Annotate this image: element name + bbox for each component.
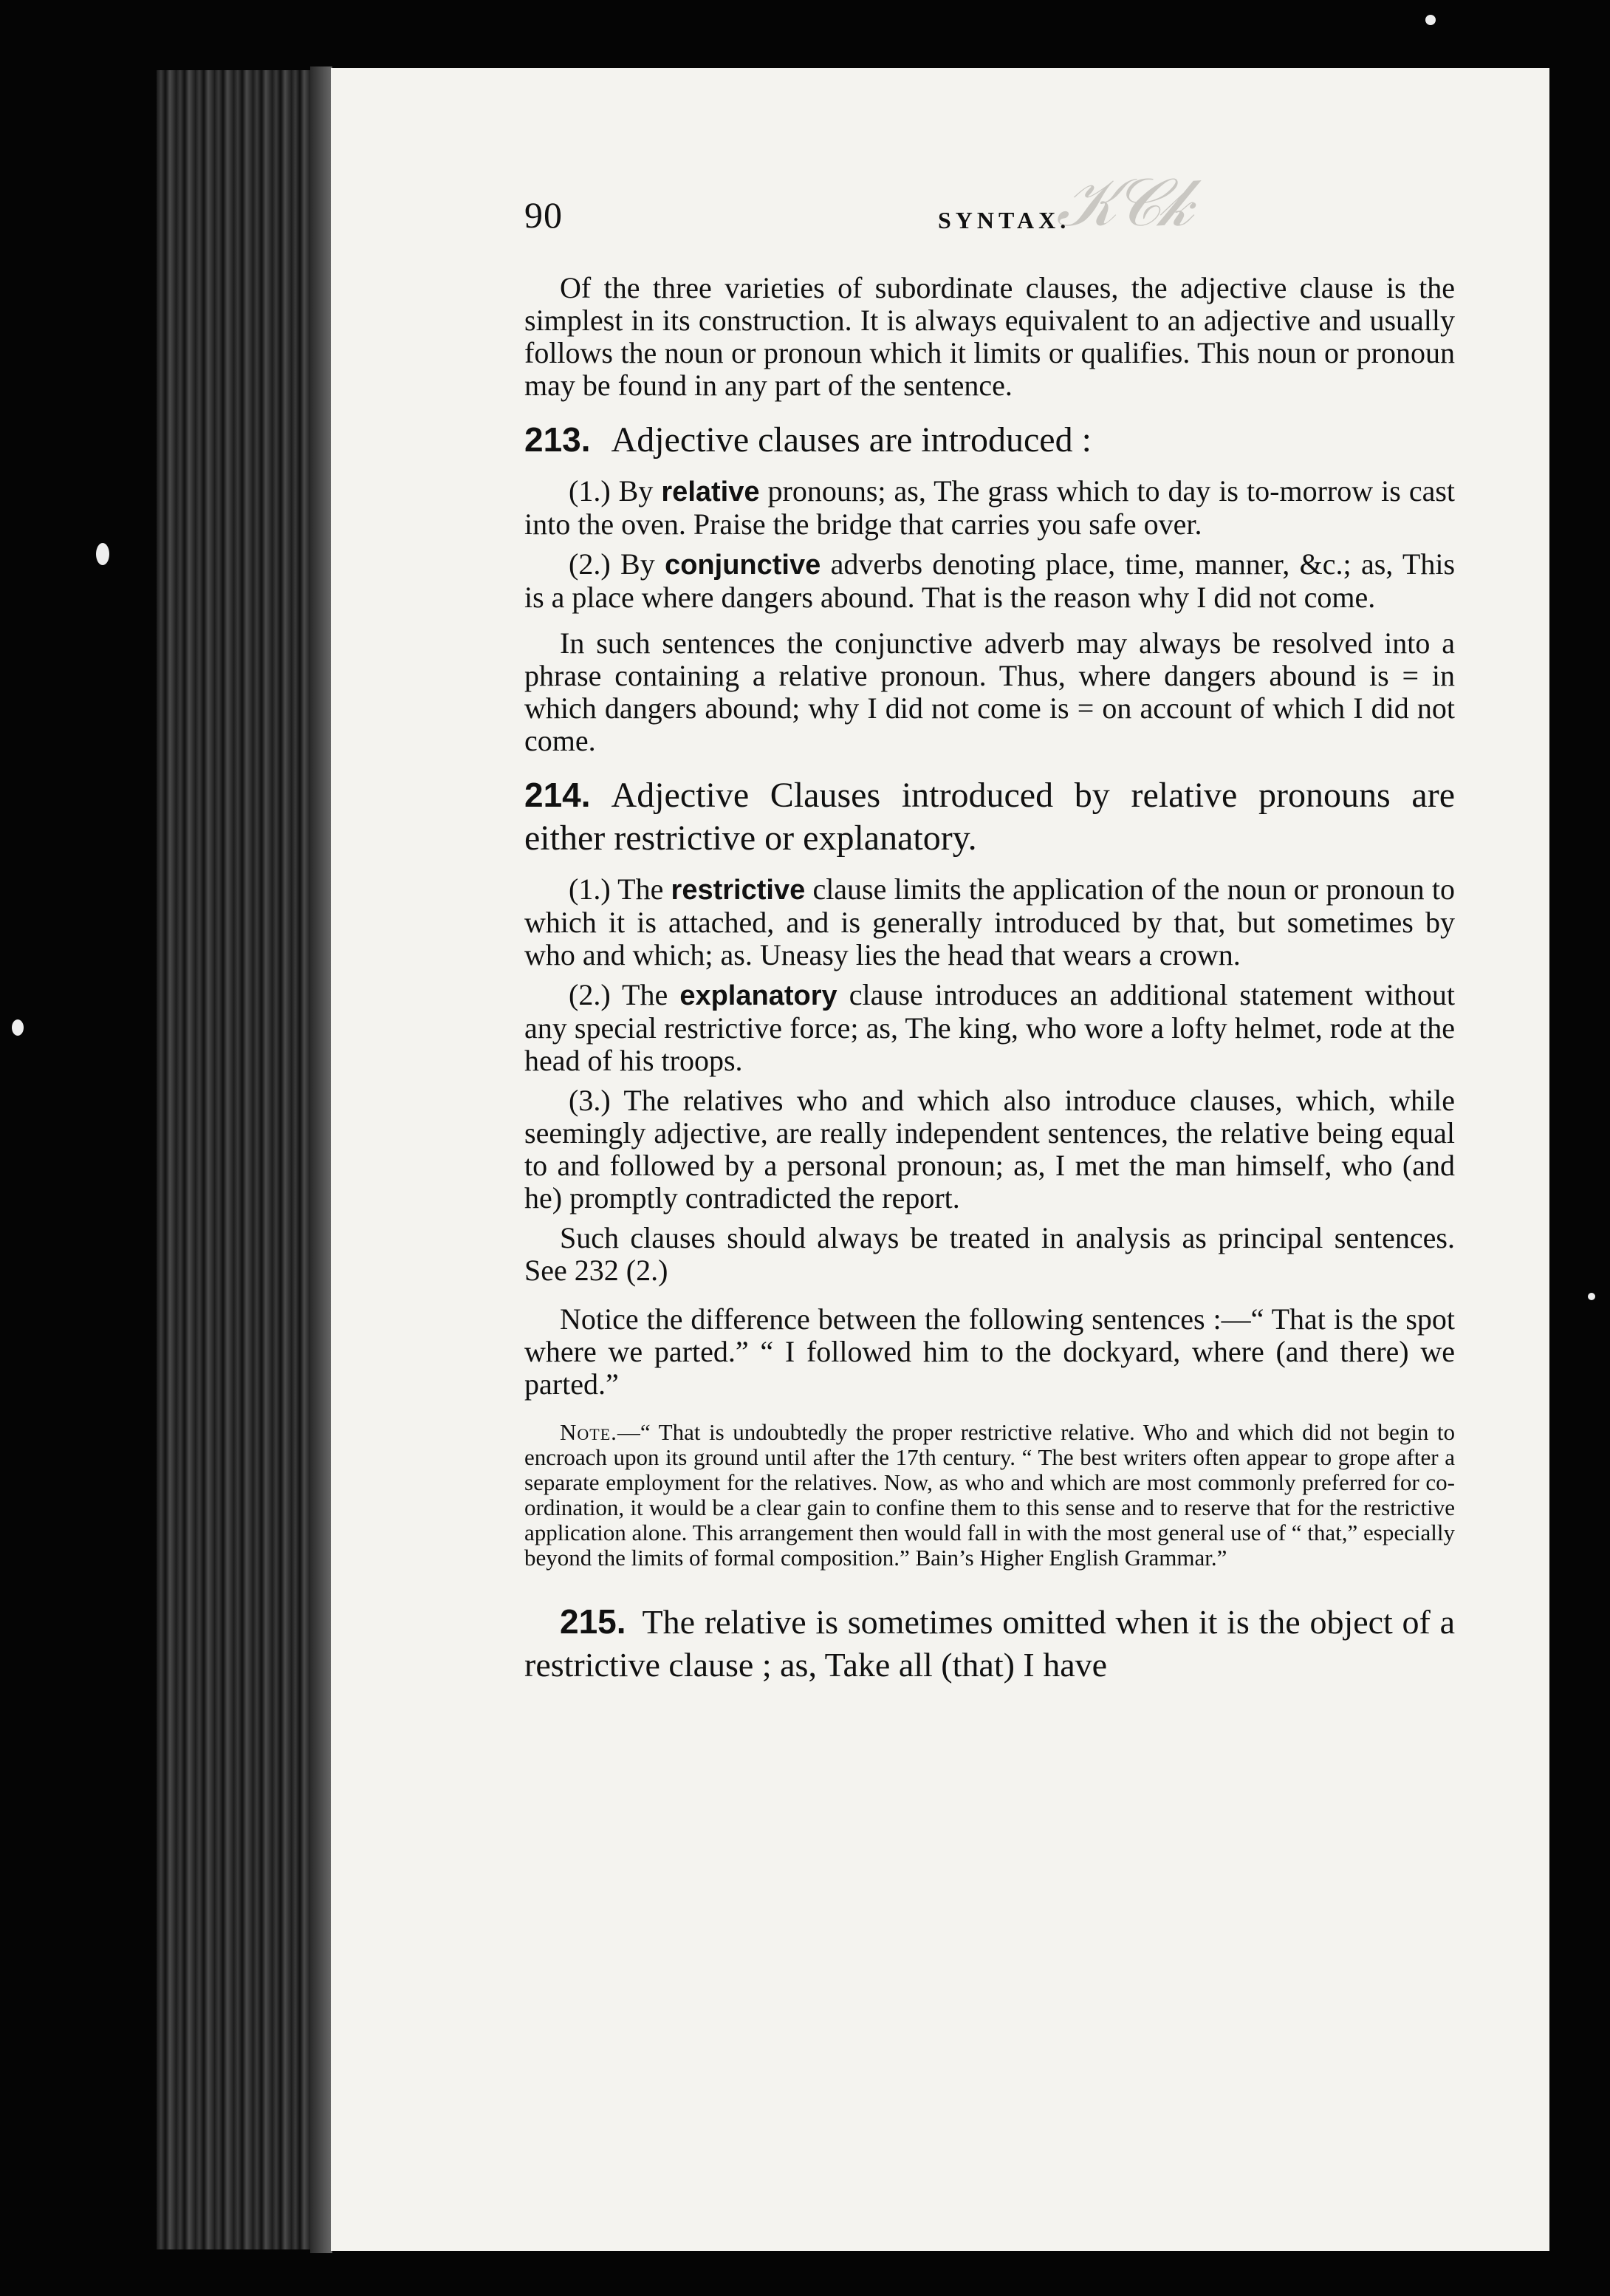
section-214-item-1: [524, 873, 1455, 971]
item-text: pronouns; as, The grass which to day is to-morrow is cast into the oven. Praise the bridge that carries you safe over.: [524, 474, 1456, 541]
section-213-heading: [524, 418, 1455, 462]
book-spine: [157, 70, 334, 2249]
dust-speck: [1588, 1293, 1595, 1300]
item-keyword: conjunctive: [665, 550, 821, 581]
item-prefix: By: [620, 547, 655, 581]
section-number: 214.: [524, 776, 591, 814]
intro-paragraph: Of the three varieties of subordinate clauses, the adjective clause is the simplest in its construction. It is always equivalent to an adjective and usually follows the noun or pronoun which it limits or qualifies. This noun or pronoun may be found in any part of the sentence.: [524, 271, 1455, 402]
item-number: (2.): [569, 978, 611, 1011]
item-prefix: The: [622, 978, 668, 1011]
running-head: SYNTAX.: [938, 207, 1071, 233]
section-215-paragraph: [524, 1600, 1455, 1687]
book-page: [331, 68, 1549, 2251]
section-text: Adjective Clauses introduced by relative pronouns are either restrictive or explanatory.: [524, 776, 1455, 858]
item-keyword: restrictive: [671, 875, 806, 906]
item-prefix: By: [618, 474, 654, 508]
note-paragraph: [524, 1420, 1455, 1571]
notice-paragraph: Notice the difference between the following sentences :—“ That is the spot where we parted.” “ I followed him to the dockyard, where (and there) we parted.”: [524, 1302, 1455, 1401]
item-keyword: explanatory: [679, 980, 837, 1011]
resolved-paragraph: In such sentences the conjunctive adverb may always be resolved into a phrase containing a relative pronoun. Thus, where dangers abound is = in which dangers abound; why I did not come is = on account of which I did not come.: [524, 626, 1455, 757]
dust-speck: [12, 1019, 24, 1036]
section-214-heading: [524, 773, 1455, 860]
item-number: (2.): [569, 547, 611, 581]
section-number: 213.: [524, 420, 591, 459]
section-text: The relative is sometimes omitted when it is the object of a restrictive clause ; as, Take all (that) I have: [524, 1603, 1455, 1684]
item-text: clause introduces an additional statement without any special restrictive force; as, The king, who wore a lofty helmet, rode at the head of his troops.: [524, 978, 1456, 1077]
item-number: (1.): [569, 474, 611, 508]
section-214-item-3: [524, 1084, 1455, 1214]
item-text: adverbs denoting place, time, manner, &c.; as, This is a place where dangers abound. That is the reason why I did not come.: [524, 547, 1456, 614]
item-keyword: relative: [661, 476, 760, 508]
section-text: Adjective clauses are introduced :: [611, 420, 1092, 459]
note-text: —“ That is undoubtedly the proper restrictive relative. Who and which did not begin to encroach upon its ground until after the 17th century. “ The best writers often appear to grope after a separate employment for the relatives. Now, as who and which are most commonly preferred for co-ordination, it would be a clear gain to confine them to this sense and to reserve that for the restrictive application alone. This arrangement then would fall in with the most general use of “ that,” especially beyond the limits of formal composition.” Bain’s Higher English Grammar.”: [524, 1419, 1455, 1571]
page-body: [524, 272, 1455, 1687]
item-text: The relatives who and which also introduce clauses, which, while seemingly adjective, are really independent sentences, the relative being equal to and followed by a personal pronoun; as, I met the man himself, who (and he) promptly contradicted the report.: [524, 1084, 1455, 1214]
pencil-mark-icon: 𝒦𝒞𝓀: [1056, 164, 1189, 242]
item-number: (3.): [569, 1084, 611, 1117]
section-213-item-2: [524, 548, 1455, 614]
page-edge-shadow: [310, 66, 332, 2253]
item-text: clause limits the application of the noun or pronoun to which it is attached, and is generally introduced by that, but sometimes by who and which; as. Uneasy lies the head that wears a crown.: [524, 872, 1455, 971]
item-prefix: The: [617, 872, 664, 906]
section-number: 215.: [560, 1602, 626, 1641]
section-213-item-1: [524, 475, 1455, 541]
note-label: Note.: [560, 1419, 617, 1445]
page-number: 90: [524, 194, 563, 236]
such-clauses-paragraph: Such clauses should always be treated in analysis as principal sentences. See 232 (2.): [524, 1221, 1455, 1287]
dust-speck: [1425, 15, 1436, 25]
page-header: [524, 164, 1455, 245]
item-number: (1.): [569, 872, 611, 906]
dust-speck: [96, 543, 109, 565]
section-214-item-2: [524, 979, 1455, 1077]
